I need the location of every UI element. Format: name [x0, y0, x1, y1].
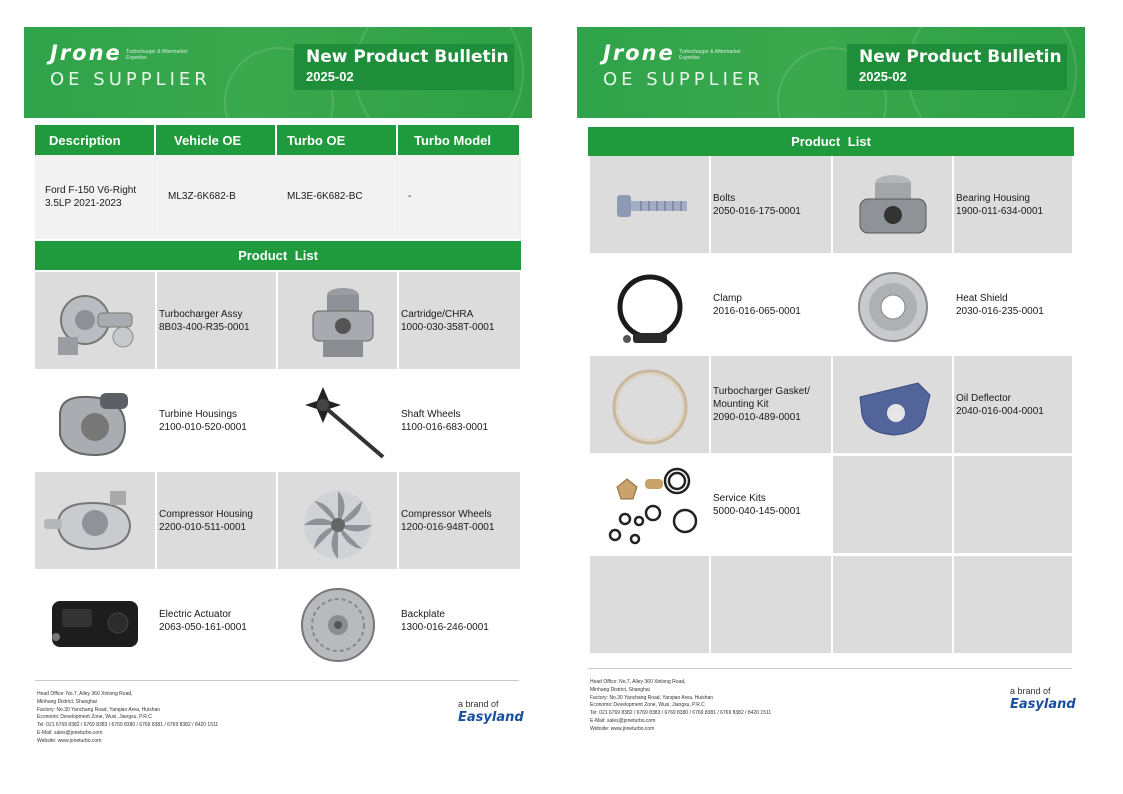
compressor-wheel-icon [283, 475, 393, 567]
col-header-turbo-oe: Turbo OE [277, 125, 396, 155]
product-code: 2090-010-489-0001 [713, 412, 801, 423]
oil-deflector-icon [838, 359, 948, 451]
product-image [590, 256, 709, 353]
header-banner [577, 27, 1085, 118]
product-list-header: Product List [588, 127, 1074, 156]
bulletin-date: 2025-02 [859, 69, 907, 84]
clamp-icon [595, 259, 705, 351]
product-image [35, 372, 155, 469]
bulletin-title-box [847, 44, 1067, 90]
footer-divider [588, 668, 1072, 669]
actuator-icon [40, 575, 150, 667]
product-image [833, 356, 952, 453]
footer-address: Head Office: No.7, Alley 360 Xinlong Road, Minhang District, Shanghai Factory: No.30 Yanchang Road, Yanqiao Area, Huishan Economic Development Zone, Wuxi, Jiangsu, P.R.C Tel: 021 6769 8382 / 6769 8383 / 6769 8380 / 6769 8381 / 6769 8382 / 8420 1511 E-Mail: sales@joneturbo.com Website: www.joneturbo.com [590, 679, 772, 732]
product-name: Turbine Housings [159, 408, 238, 420]
oe-supplier-label: OE SUPPLIER [603, 69, 764, 90]
product-info [954, 356, 1072, 453]
product-code: 2100-010-520-0001 [159, 421, 247, 433]
product-image [35, 572, 155, 669]
product-name: Compressor Wheels [401, 508, 492, 520]
bearing-housing-icon [838, 159, 948, 251]
col-header-turbo-model: Turbo Model [398, 125, 519, 155]
shaft-wheel-icon [283, 375, 393, 467]
product-image [590, 356, 709, 453]
service-kit-icon [595, 459, 705, 551]
product-image [833, 256, 952, 353]
compressor-housing-icon [40, 475, 150, 567]
gasket-icon [595, 359, 705, 451]
product-name: Cartridge/CHRA [401, 308, 474, 320]
product-info [157, 372, 276, 469]
chra-icon [283, 275, 393, 367]
cell-turbo-oe: ML3E-6K682-BC [277, 155, 396, 239]
product-info [954, 256, 1072, 353]
product-info [157, 572, 276, 669]
turbocharger-icon [40, 275, 150, 367]
product-image [278, 272, 397, 369]
product-name: Backplate [401, 608, 445, 620]
product-info [711, 456, 831, 553]
product-image [833, 156, 952, 253]
col-header-vehicle-oe: Vehicle OE [156, 125, 275, 155]
product-list-header: Product List [35, 241, 521, 270]
product-name: Compressor Housing [159, 508, 253, 520]
product-name: Service Kits [713, 492, 766, 504]
bolt-icon [595, 159, 705, 251]
product-image [35, 272, 155, 369]
product-info [711, 356, 831, 453]
product-code: 1900-011-634-0001 [956, 205, 1044, 217]
product-info [157, 272, 276, 369]
product-info [399, 372, 520, 469]
empty-cell [590, 556, 709, 653]
product-name: Oil Deflector [956, 392, 1012, 404]
product-image [590, 156, 709, 253]
product-code: 2063-050-161-0001 [159, 621, 247, 633]
jrone-logo: Jrone [50, 41, 122, 65]
product-image [35, 472, 155, 569]
bulletin-page-1 [24, 27, 532, 767]
empty-cell [954, 456, 1072, 553]
product-code: 2200-010-511-0001 [159, 521, 247, 533]
product-info [399, 572, 520, 669]
bulletin-title: New Product Bulletin [306, 47, 509, 67]
footer-website: Website: www.joneturbo.com [590, 725, 655, 732]
product-info [954, 156, 1072, 253]
bulletin-title-box [294, 44, 514, 90]
cell-description: Ford F-150 V6-Right 3.5LP 2021-2023 [35, 155, 154, 239]
empty-cell [954, 556, 1072, 653]
bulletin-date: 2025-02 [306, 69, 354, 84]
product-name: Turbocharger Assy [159, 308, 243, 320]
jrone-logo: Jrone [603, 41, 675, 65]
product-info [399, 472, 520, 569]
product-code: 2030-016-235-0001 [956, 305, 1044, 317]
product-info [157, 472, 276, 569]
product-image [278, 372, 397, 469]
col-header-description: Description [35, 125, 154, 155]
product-code: 2040-016-004-0001 [956, 405, 1044, 417]
heat-shield-icon [838, 259, 948, 351]
product-code: 1300-016-246-0001 [401, 621, 489, 633]
logo-tagline: Turbocharger & Aftermarket Expertise [679, 49, 741, 61]
logo-tagline: Turbocharger & Aftermarket Expertise [126, 49, 188, 61]
empty-cell [833, 456, 952, 553]
footer-divider [35, 680, 519, 681]
product-name: Bolts [713, 192, 736, 204]
product-code: 5000-040-145-0001 [713, 505, 801, 517]
product-name: Electric Actuator [159, 608, 232, 620]
product-image [590, 456, 709, 553]
product-code: 1200-016-948T-0001 [401, 521, 495, 533]
footer-website: Website: www.joneturbo.com [37, 737, 102, 744]
header-banner [24, 27, 532, 118]
product-code: 8B03-400-R35-0001 [159, 321, 250, 333]
product-name: Bearing Housing [956, 192, 1030, 204]
empty-cell [711, 556, 831, 653]
brand-of-label: a brand of [1010, 686, 1051, 696]
cell-turbo-model: - [398, 155, 519, 239]
bulletin-page-2 [577, 27, 1085, 767]
product-name: Heat Shield [956, 292, 1008, 304]
turbine-housing-icon [40, 375, 150, 467]
footer-address: Head Office: No.7, Alley 360 Xinlong Road, Minhang District, Shanghai Factory: No.30 Yanchang Road, Yanqiao Area, Huishan Economic Development Zone, Wuxi, Jiangsu, P.R.C Tel: 021 6769 8382 / 6769 8383 / 6769 8380 / 6769 8381 / 6769 8382 / 8420 1511 E-Mail: sales@joneturbo.com Website: www.joneturbo.com [37, 691, 219, 744]
product-info [711, 256, 831, 353]
product-image [278, 472, 397, 569]
product-code: 1100-016-683-0001 [401, 421, 489, 433]
oe-supplier-label: OE SUPPLIER [50, 69, 211, 90]
product-image [278, 572, 397, 669]
easyland-logo: Easyland [458, 710, 524, 725]
product-name: Clamp [713, 292, 742, 304]
empty-cell [833, 556, 952, 653]
product-code: 2050-016-175-0001 [713, 205, 801, 217]
product-name: Shaft Wheels [401, 408, 461, 420]
product-info [399, 272, 520, 369]
brand-of-label: a brand of [458, 699, 499, 709]
backplate-icon [283, 575, 393, 667]
cell-vehicle-oe: ML3Z-6K682-B [156, 155, 275, 239]
easyland-logo: Easyland [1010, 697, 1076, 712]
vehicle-info-table [35, 125, 521, 239]
product-code: 1000-030-358T-0001 [401, 321, 495, 333]
product-name: Turbocharger Gasket/ Mounting Kit [713, 386, 810, 410]
product-info [711, 156, 831, 253]
product-code: 2016-016-065-0001 [713, 305, 801, 317]
bulletin-title: New Product Bulletin [859, 47, 1062, 67]
